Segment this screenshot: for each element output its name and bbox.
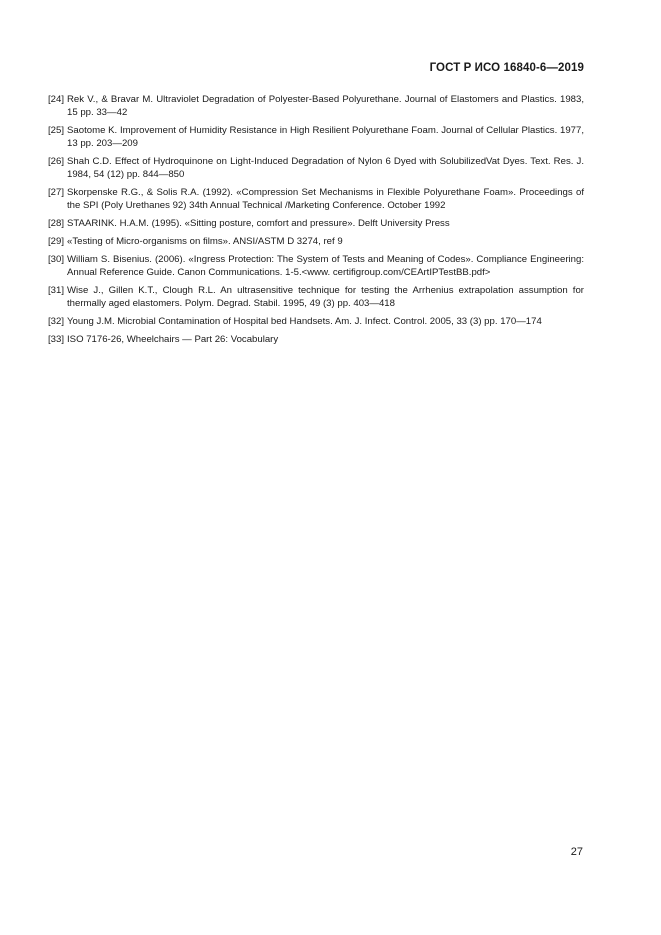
reference-number: [26] <box>48 156 65 167</box>
reference-item <box>48 315 584 328</box>
reference-number: [25] <box>48 125 65 136</box>
reference-text: «Testing of Micro-organisms on films». ANSI/ASTM D 3274, ref 9 <box>67 236 343 247</box>
reference-item <box>48 235 584 248</box>
reference-item <box>48 217 584 230</box>
reference-item <box>48 155 584 181</box>
reference-item <box>48 284 584 310</box>
reference-number: [33] <box>48 334 65 345</box>
reference-text: Saotome K. Improvement of Humidity Resistance in High Resilient Polyurethane Foam. Journal of Cellular Plastics. 1977, 13 pp. 203—209 <box>67 125 584 149</box>
reference-number: [24] <box>48 94 65 105</box>
reference-number: [30] <box>48 254 65 265</box>
reference-item <box>48 253 584 279</box>
reference-number: [31] <box>48 285 65 296</box>
reference-text: Shah C.D. Effect of Hydroquinone on Light-Induced Degradation of Nylon 6 Dyed with SolubilizedVat Dyes. Text. Res. J. 1984, 54 (12) pp. 844—850 <box>67 156 584 180</box>
reference-text: Rek V., & Bravar M. Ultraviolet Degradation of Polyester-Based Polyurethane. Journal of Elastomers and Plastics. 1983, 15 pp. 33—42 <box>67 94 584 118</box>
reference-number: [27] <box>48 187 65 198</box>
reference-text: William S. Bisenius. (2006). «Ingress Protection: The System of Tests and Meaning of Codes». Compliance Engineering: Annual Reference Guide. Canon Communications. 1-5.<www. certifigroup.com/CEArtIPTestBB.pdf> <box>67 254 584 278</box>
reference-item <box>48 124 584 150</box>
reference-number: [29] <box>48 236 65 247</box>
bibliography-list <box>48 93 584 351</box>
reference-number: [28] <box>48 218 65 229</box>
reference-item <box>48 186 584 212</box>
reference-text: ISO 7176-26, Wheelchairs — Part 26: Vocabulary <box>67 334 279 345</box>
reference-number: [32] <box>48 316 65 327</box>
reference-text: Young J.M. Microbial Contamination of Hospital bed Handsets. Am. J. Infect. Control. 2005, 33 (3) pp. 170—174 <box>67 316 542 327</box>
reference-text: Wise J., Gillen K.T., Clough R.L. An ultrasensitive technique for testing the Arrhenius extrapolation assumption for thermally aged elastomers. Polym. Degrad. Stabil. 1995, 49 (3) pp. 403—418 <box>67 285 584 309</box>
reference-item <box>48 333 584 346</box>
reference-item <box>48 93 584 119</box>
document-code-header: ГОСТ Р ИСО 16840-6—2019 <box>429 62 584 74</box>
reference-text: Skorpenske R.G., & Solis R.A. (1992). «Compression Set Mechanisms in Flexible Polyurethane Foam». Proceedings of the SPI (Poly Urethanes 92) 34th Annual Technical /Marketing Conference. October 1992 <box>67 187 584 211</box>
page-number: 27 <box>570 846 583 858</box>
reference-text: STAARINK. H.A.M. (1995). «Sitting posture, comfort and pressure». Delft University Press <box>67 218 450 229</box>
